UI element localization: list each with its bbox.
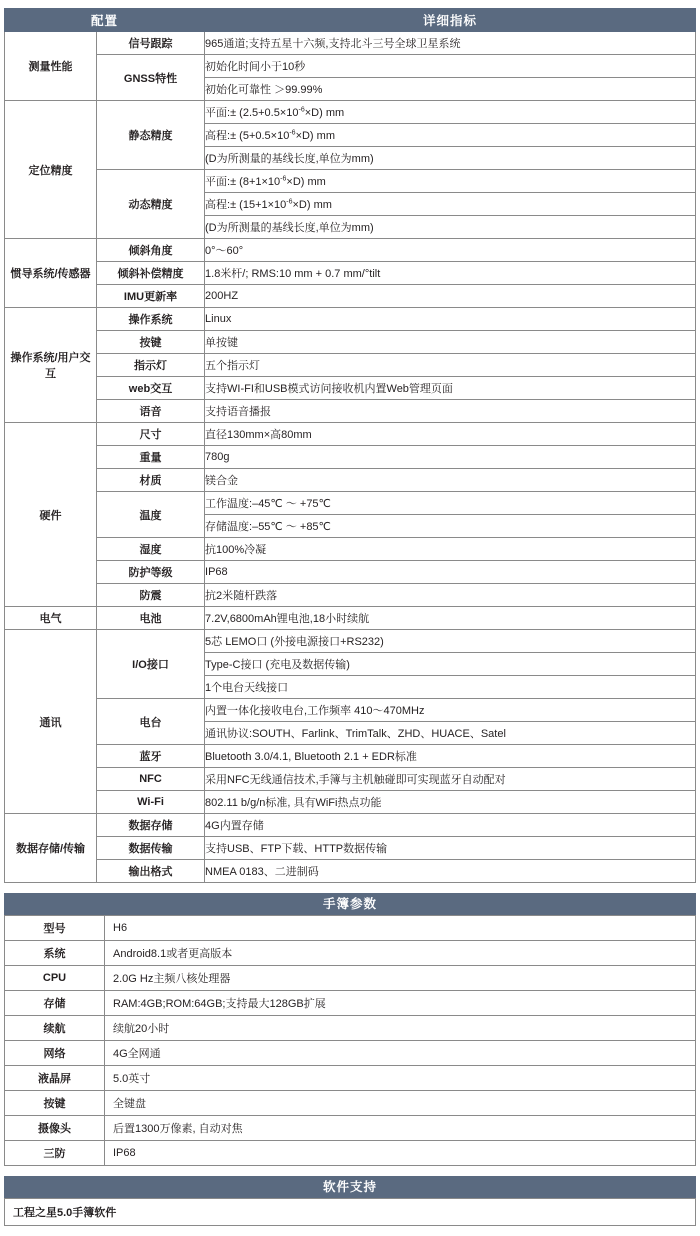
spec-row xyxy=(5,446,696,469)
spec-sub-label: 按键 xyxy=(97,331,205,354)
spec-sub-label: 尺寸 xyxy=(97,423,205,446)
header-details: 详细指标 xyxy=(205,9,696,32)
main-spec-table-header xyxy=(5,9,696,32)
spec-value: 高程:± $(5+0.5\times 10^{-6}\times D)$ mm xyxy=(205,124,696,147)
software-section-band: 软件支持 xyxy=(4,1176,696,1198)
handbook-section-band: 手簿参数 xyxy=(4,893,696,915)
spec-sub-label: 防护等级 xyxy=(97,561,205,584)
spec-value: 镁合金 xyxy=(205,469,696,492)
spec-value: Type-C接口 (充电及数据传输) xyxy=(205,653,696,676)
handbook-key: CPU xyxy=(5,966,105,991)
spec-value: 工作温度:–45℃ ～ +75℃ xyxy=(205,492,696,515)
handbook-value: 后置1300万像素, 自动对焦 xyxy=(105,1116,696,1141)
spec-row xyxy=(5,699,696,722)
spec-row xyxy=(5,814,696,837)
spec-value: 200HZ xyxy=(205,285,696,308)
handbook-row xyxy=(5,916,696,941)
header-config: 配置 xyxy=(5,9,205,32)
handbook-key: 按键 xyxy=(5,1091,105,1116)
spec-value: IP68 xyxy=(205,561,696,584)
spec-value: (D为所测量的基线长度,单位为mm) xyxy=(205,216,696,239)
handbook-row xyxy=(5,1141,696,1166)
spec-row xyxy=(5,32,696,55)
handbook-key: 系统 xyxy=(5,941,105,966)
spec-sub-label: 蓝牙 xyxy=(97,745,205,768)
spec-sub-label: 操作系统 xyxy=(97,308,205,331)
spec-sub-label: 指示灯 xyxy=(97,354,205,377)
spec-sub-label: web交互 xyxy=(97,377,205,400)
handbook-row xyxy=(5,1066,696,1091)
spec-value: 965通道;支持五星十六频,支持北斗三号全球卫星系统 xyxy=(205,32,696,55)
spec-row xyxy=(5,860,696,883)
spec-value: 五个指示灯 xyxy=(205,354,696,377)
spec-value: Bluetooth 3.0/4.1, Bluetooth 2.1 + EDR标准 xyxy=(205,745,696,768)
spec-sub-label: 动态精度 xyxy=(97,170,205,239)
spec-row xyxy=(5,308,696,331)
handbook-value: Android8.1或者更高版本 xyxy=(105,941,696,966)
spec-sub-label: 湿度 xyxy=(97,538,205,561)
spec-value: 初始化可靠性 ＞99.99% xyxy=(205,78,696,101)
handbook-key: 摄像头 xyxy=(5,1116,105,1141)
spec-value: 采用NFC无线通信技术,手簿与主机触碰即可实现蓝牙自动配对 xyxy=(205,768,696,791)
spec-row xyxy=(5,791,696,814)
spec-sub-label: 倾斜补偿精度 xyxy=(97,262,205,285)
handbook-value: 续航20小时 xyxy=(105,1016,696,1041)
software-item: 工程之星5.0手簿软件 xyxy=(5,1199,696,1226)
spec-row xyxy=(5,285,696,308)
spec-row xyxy=(5,331,696,354)
software-row xyxy=(5,1199,696,1226)
spec-sub-label: 语音 xyxy=(97,400,205,423)
handbook-value: 2.0G Hz主频八核处理器 xyxy=(105,966,696,991)
spec-value: 通讯协议:SOUTH、Farlink、TrimTalk、ZHD、HUACE、Satel xyxy=(205,722,696,745)
spec-value: NMEA 0183、二进制码 xyxy=(205,860,696,883)
spec-group-label: 硬件 xyxy=(5,423,97,607)
handbook-key: 续航 xyxy=(5,1016,105,1041)
spec-value: 4G内置存储 xyxy=(205,814,696,837)
spec-row xyxy=(5,377,696,400)
spec-value: 单按键 xyxy=(205,331,696,354)
spec-value: 高程:± $(15+1\times 10^{-6}\times D)$ mm xyxy=(205,193,696,216)
spec-row xyxy=(5,423,696,446)
spec-row xyxy=(5,630,696,653)
spec-sub-label: GNSS特性 xyxy=(97,55,205,101)
spec-group-label: 惯导系统/传感器 xyxy=(5,239,97,308)
spec-group-label: 通讯 xyxy=(5,630,97,814)
spec-value: 抗100%冷凝 xyxy=(205,538,696,561)
spec-sub-label: I/O接口 xyxy=(97,630,205,699)
handbook-key: 三防 xyxy=(5,1141,105,1166)
spec-sub-label: 输出格式 xyxy=(97,860,205,883)
main-spec-table-body xyxy=(5,32,696,883)
spec-sub-label: 电台 xyxy=(97,699,205,745)
spec-value: (D为所测量的基线长度,单位为mm) xyxy=(205,147,696,170)
spec-value: 1个电台天线接口 xyxy=(205,676,696,699)
spec-sub-label: 温度 xyxy=(97,492,205,538)
spec-value: 支持WI-FI和USB模式访问接收机内置Web管理页面 xyxy=(205,377,696,400)
handbook-row xyxy=(5,1041,696,1066)
handbook-row xyxy=(5,1116,696,1141)
spec-value: 1.8米杆/; RMS:10 mm + 0.7 mm/°tilt xyxy=(205,262,696,285)
spec-sub-label: Wi-Fi xyxy=(97,791,205,814)
handbook-row xyxy=(5,1016,696,1041)
spec-sub-label: 电池 xyxy=(97,607,205,630)
spec-row xyxy=(5,400,696,423)
spec-sub-label: 重量 xyxy=(97,446,205,469)
spec-value: 780g xyxy=(205,446,696,469)
spec-row xyxy=(5,101,696,124)
spec-value: Linux xyxy=(205,308,696,331)
spec-row xyxy=(5,607,696,630)
spec-value: 平面:± $(8+1\times 10^{-6}\times D)$ mm xyxy=(205,170,696,193)
handbook-table-body xyxy=(5,916,696,1166)
spec-row xyxy=(5,561,696,584)
spec-sub-label: 数据存储 xyxy=(97,814,205,837)
handbook-row xyxy=(5,966,696,991)
spec-value: 5芯 LEMO口 (外接电源接口+RS232) xyxy=(205,630,696,653)
handbook-key: 型号 xyxy=(5,916,105,941)
handbook-key: 网络 xyxy=(5,1041,105,1066)
spec-row xyxy=(5,239,696,262)
spec-value: 抗2米随杆跌落 xyxy=(205,584,696,607)
handbook-table xyxy=(4,915,696,1166)
spec-sub-label: 材质 xyxy=(97,469,205,492)
handbook-key: 液晶屏 xyxy=(5,1066,105,1091)
spec-group-label: 测量性能 xyxy=(5,32,97,101)
spec-group-label: 定位精度 xyxy=(5,101,97,239)
spec-value: 802.11 b/g/n标准, 具有WiFi热点功能 xyxy=(205,791,696,814)
handbook-value: 4G全网通 xyxy=(105,1041,696,1066)
handbook-row xyxy=(5,941,696,966)
spec-sub-label: 数据传输 xyxy=(97,837,205,860)
spec-value: 内置一体化接收电台,工作频率 410～470MHz xyxy=(205,699,696,722)
main-spec-table xyxy=(4,8,696,883)
spec-sub-label: NFC xyxy=(97,768,205,791)
spec-value: 支持USB、FTP下载、HTTP数据传输 xyxy=(205,837,696,860)
spec-sub-label: 信号跟踪 xyxy=(97,32,205,55)
handbook-value: H6 xyxy=(105,916,696,941)
spec-group-label: 数据存储/传输 xyxy=(5,814,97,883)
spec-group-label: 操作系统/用户交互 xyxy=(5,308,97,423)
spec-row xyxy=(5,584,696,607)
spec-row xyxy=(5,492,696,515)
spec-row xyxy=(5,262,696,285)
handbook-row xyxy=(5,1091,696,1116)
spec-row xyxy=(5,170,696,193)
spec-value: 0°～60° xyxy=(205,239,696,262)
spec-value: 支持语音播报 xyxy=(205,400,696,423)
software-table xyxy=(4,1198,696,1226)
spec-row xyxy=(5,745,696,768)
spec-row xyxy=(5,837,696,860)
spec-sub-label: IMU更新率 xyxy=(97,285,205,308)
spec-value: 直径130mm×高80mm xyxy=(205,423,696,446)
software-table-body xyxy=(5,1199,696,1226)
handbook-key: 存储 xyxy=(5,991,105,1016)
spec-row xyxy=(5,354,696,377)
spec-value: 初始化时间小于10秒 xyxy=(205,55,696,78)
spec-sub-label: 防震 xyxy=(97,584,205,607)
handbook-value: 5.0英寸 xyxy=(105,1066,696,1091)
handbook-value: 全键盘 xyxy=(105,1091,696,1116)
spec-row xyxy=(5,538,696,561)
spec-row xyxy=(5,469,696,492)
spec-value: 平面:± $(2.5+0.5\times 10^{-6}\times D)$ mm xyxy=(205,101,696,124)
spec-value: 7.2V,6800mAh锂电池,18小时续航 xyxy=(205,607,696,630)
spec-group-label: 电气 xyxy=(5,607,97,630)
spec-sub-label: 静态精度 xyxy=(97,101,205,170)
spec-row xyxy=(5,55,696,78)
spec-sub-label: 倾斜角度 xyxy=(97,239,205,262)
handbook-value: IP68 xyxy=(105,1141,696,1166)
handbook-value: RAM:4GB;ROM:64GB;支持最大128GB扩展 xyxy=(105,991,696,1016)
spec-value: 存储温度:–55℃ ～ +85℃ xyxy=(205,515,696,538)
spec-row xyxy=(5,768,696,791)
